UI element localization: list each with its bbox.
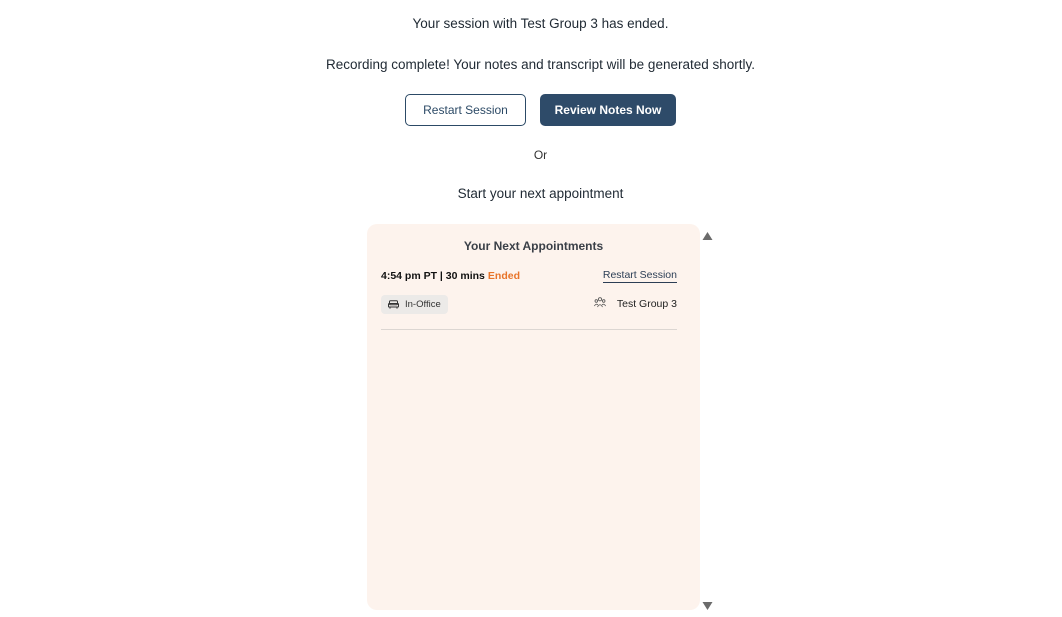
- panel-title: Your Next Appointments: [463, 239, 604, 253]
- scrollbar-track[interactable]: [702, 240, 713, 595]
- appointment-client: [594, 297, 677, 311]
- group-icon: [594, 297, 606, 311]
- appointment-status-badge: Ended: [487, 270, 520, 282]
- location-badge: [381, 295, 448, 314]
- start-next-appointment-text: Start your next appointment: [457, 186, 624, 201]
- appointment-divider: [381, 329, 677, 330]
- session-actions: [405, 94, 676, 126]
- restart-session-button[interactable]: Restart Session: [405, 94, 526, 126]
- or-separator: Or: [533, 148, 548, 162]
- appointment-restart-session-link[interactable]: Restart Session: [602, 269, 677, 281]
- sofa-icon: [388, 300, 399, 309]
- next-appointments-panel: [367, 224, 700, 610]
- appointment-time: 4:54 pm PT | 30 mins: [381, 270, 485, 282]
- recording-complete-message: Recording complete! Your notes and transcript will be generated shortly.: [326, 57, 755, 72]
- location-label: In-Office: [405, 299, 441, 310]
- review-notes-button[interactable]: Review Notes Now: [540, 94, 676, 126]
- session-ended-message: Your session with Test Group 3 has ended.: [412, 16, 669, 31]
- triangle-up-icon[interactable]: [702, 228, 713, 238]
- triangle-down-icon[interactable]: [702, 598, 713, 608]
- group-name: Test Group 3: [616, 298, 677, 310]
- appointment-time-row: [381, 270, 520, 282]
